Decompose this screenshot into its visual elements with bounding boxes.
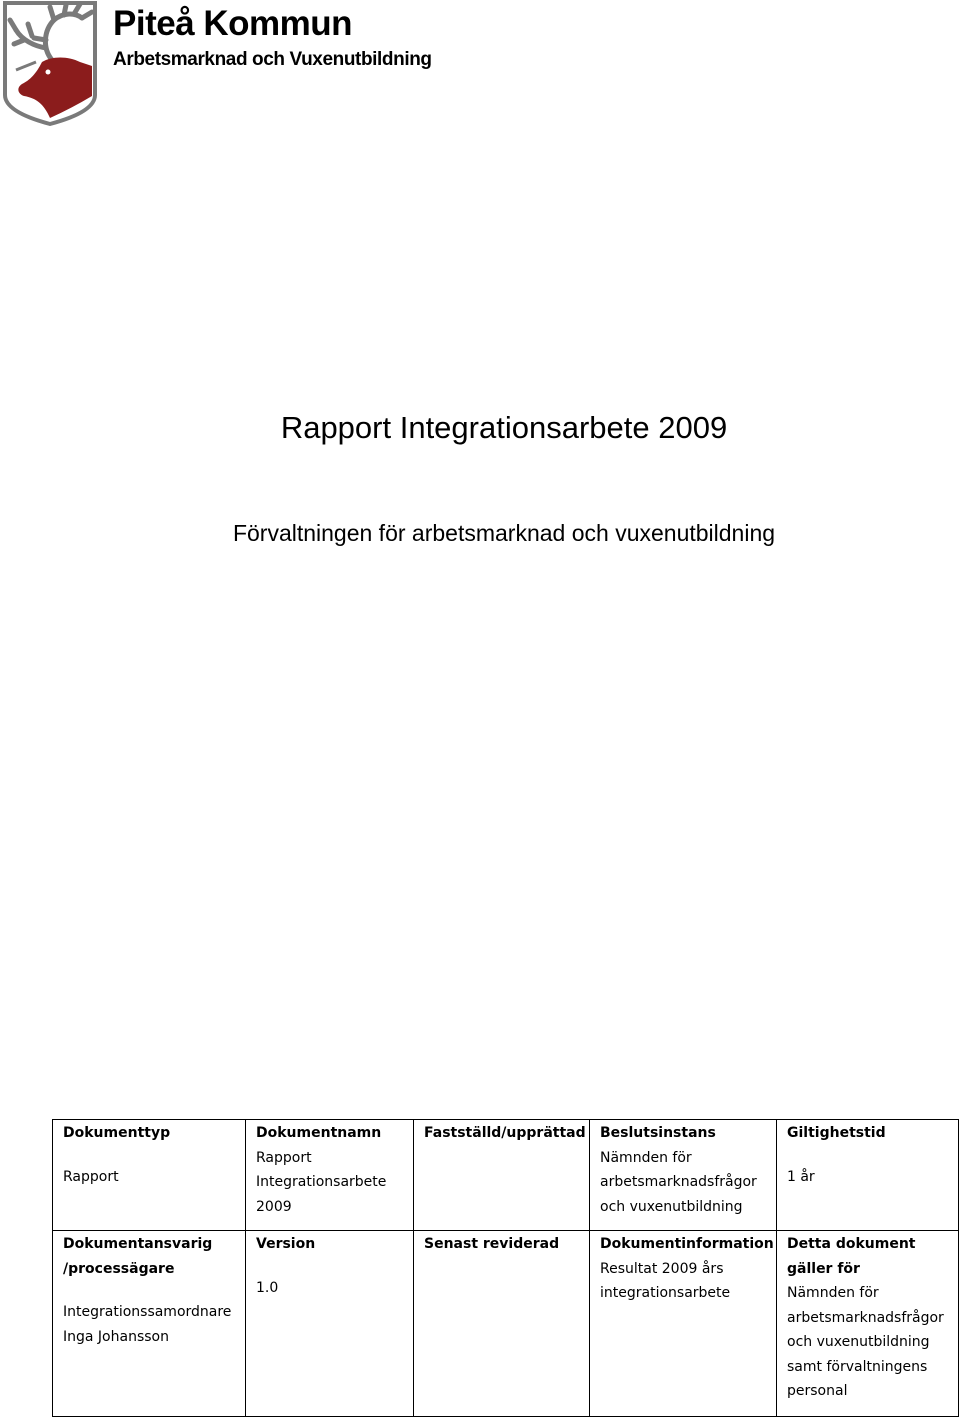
cell-galler-for (777, 1231, 959, 1417)
cell-senast-reviderad (414, 1231, 590, 1417)
value-beslutsinstans-line: Nämnden för (600, 1149, 692, 1166)
spacer (63, 1281, 237, 1300)
value-galler-for-line: och vuxenutbildning (787, 1334, 930, 1350)
organization-department: Arbetsmarknad och Vuxenutbildning (113, 49, 432, 70)
document-info-table (52, 1119, 959, 1417)
value-dokumentnamn-line: Integrationsarbete (256, 1174, 387, 1190)
label-giltighetstid: Giltighetstid (787, 1125, 886, 1141)
label-galler-for-line: gäller för (787, 1260, 860, 1277)
value-beslutsinstans-line: och vuxenutbildning (600, 1198, 743, 1215)
cell-faststalld (414, 1120, 590, 1231)
label-dokumenttyp: Dokumenttyp (63, 1125, 171, 1141)
value-galler-for-line: personal (787, 1383, 848, 1399)
value-dokumentnamn-line: 2009 (256, 1198, 292, 1215)
label-galler-for-line: Detta dokument (787, 1236, 916, 1252)
label-version: Version (256, 1236, 316, 1252)
value-beslutsinstans-line: arbetsmarknadsfrågor (600, 1174, 757, 1190)
label-dokumentinformation: Dokumentinformation (600, 1236, 774, 1252)
document-title: Rapport Integrationsarbete 2009 (280, 410, 728, 445)
label-faststalld: Fastställd/upprättad (424, 1125, 586, 1141)
cell-giltighetstid (777, 1120, 959, 1231)
label-senast-reviderad: Senast reviderad (424, 1236, 560, 1252)
organization-name: Piteå Kommun (113, 4, 353, 43)
table-row (53, 1120, 959, 1231)
value-dokumentinformation-line: integrationsarbete (600, 1285, 731, 1301)
value-galler-for-line: Nämnden för (787, 1285, 879, 1301)
label-dokumentnamn: Dokumentnamn (256, 1125, 382, 1141)
spacer (256, 1257, 405, 1276)
value-giltighetstid: 1 år (787, 1168, 815, 1185)
value-galler-for-line: arbetsmarknadsfrågor (787, 1309, 944, 1326)
cell-version (246, 1231, 414, 1417)
cell-dokumentnamn (246, 1120, 414, 1231)
table-row (53, 1231, 959, 1417)
value-dokumenttyp: Rapport (63, 1168, 119, 1185)
value-galler-for-line: samt förvaltningens (787, 1358, 928, 1375)
label-beslutsinstans: Beslutsinstans (600, 1125, 716, 1141)
spacer (63, 1146, 237, 1165)
label-dokumentansvarig-line: /processägare (63, 1260, 175, 1277)
cell-dokumenttyp (53, 1120, 246, 1231)
value-dokumentnamn-line: Rapport (256, 1149, 312, 1166)
value-dokumentansvarig-line: Integrationssamordnare (63, 1304, 232, 1320)
value-dokumentansvarig-line: Inga Johansson (63, 1328, 169, 1345)
value-dokumentinformation-line: Resultat 2009 års (600, 1260, 724, 1277)
document-subtitle: Förvaltningen för arbetsmarknad och vuxenutbildning (232, 520, 776, 546)
label-dokumentansvarig-line: Dokumentansvarig (63, 1236, 213, 1252)
cell-dokumentansvarig (53, 1231, 246, 1417)
value-version: 1.0 (256, 1279, 279, 1296)
cell-beslutsinstans (590, 1120, 777, 1231)
cell-dokumentinformation (590, 1231, 777, 1417)
spacer (787, 1146, 950, 1165)
reindeer-coat-of-arms-icon (2, 0, 98, 126)
